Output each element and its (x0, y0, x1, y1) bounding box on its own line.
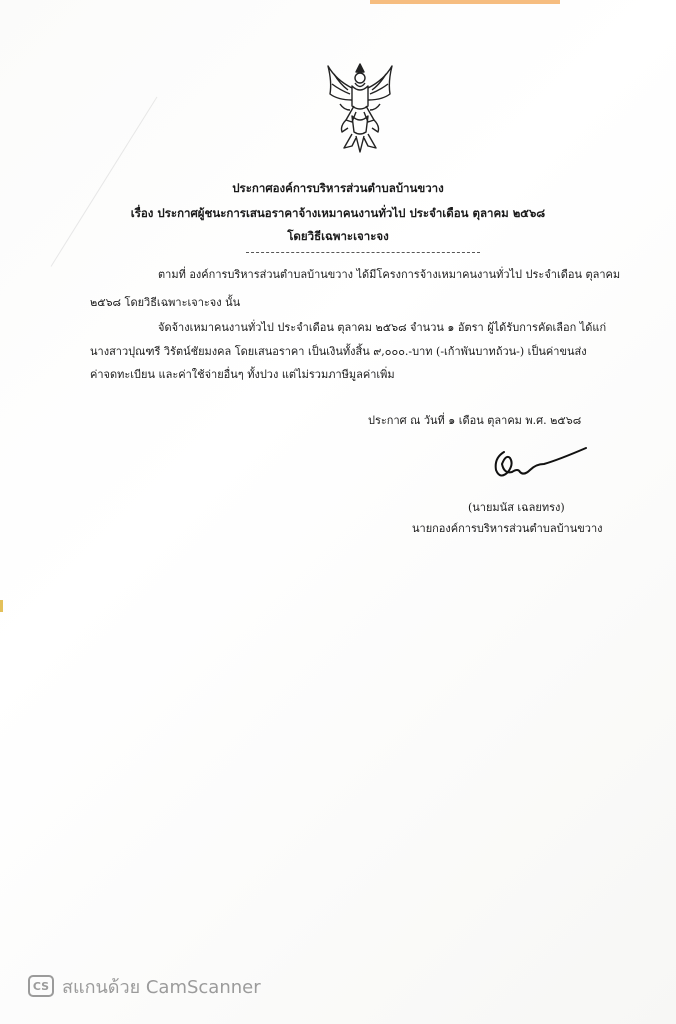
body-line-4: นางสาวปุณฑรี วิรัตน์ชัยมงคล โดยเสนอราคา เป็นเงินทั้งสิ้น ๙,๐๐๐.-บาท (-เก้าพันบาทถ้วน-) เป็นค่าขนส่ง (90, 345, 587, 358)
camscanner-watermark (28, 972, 261, 1000)
body-line-1: ตามที่ องค์การบริหารส่วนตำบลบ้านขวาง ได้มีโครงการจ้างเหมาคนงานทั่วไป ประจำเดือน ตุลาคม (158, 268, 621, 281)
document-subject: เรื่อง ประกาศผู้ชนะการเสนอราคาจ้างเหมาคนงานทั่วไป ประจำเดือน ตุลาคม ๒๕๖๘ (130, 206, 546, 220)
body-line-3: จัดจ้างเหมาคนงานทั่วไป ประจำเดือน ตุลาคม ๒๕๖๘ จำนวน ๑ อัตรา ผู้ได้รับการคัดเลือก ได้แก่ (158, 321, 607, 334)
document-title: ประกาศองค์การบริหารส่วนตำบลบ้านขวาง (232, 181, 444, 195)
camscanner-logo-icon: CS (28, 975, 54, 997)
procurement-method: โดยวิธีเฉพาะเจาะจง (287, 229, 389, 243)
body-line-2: ๒๕๖๘ โดยวิธีเฉพาะเจาะจง นั้น (90, 296, 241, 309)
scan-edge-mark (0, 600, 3, 612)
camscanner-text: สแกนด้วย CamScanner (62, 976, 261, 998)
garuda-emblem-icon (322, 60, 398, 156)
body-line-5: ค่าจดทะเบียน และค่าใช้จ่ายอื่นๆ ทั้งปวง แต่ไม่รวมภาษีมูลค่าเพิ่ม (90, 368, 395, 381)
signer-position: นายกองค์การบริหารส่วนตำบลบ้านขวาง (412, 522, 603, 535)
paper-fold-shadow (0, 0, 157, 267)
announcement-date: ประกาศ ณ วันที่ ๑ เดือน ตุลาคม พ.ศ. ๒๕๖๘ (368, 414, 582, 427)
signer-name: (นายมนัส เฉลยทรง) (468, 501, 565, 514)
title-divider (246, 252, 480, 253)
scan-edge-strip (370, 0, 560, 4)
handwritten-signature (488, 442, 588, 484)
